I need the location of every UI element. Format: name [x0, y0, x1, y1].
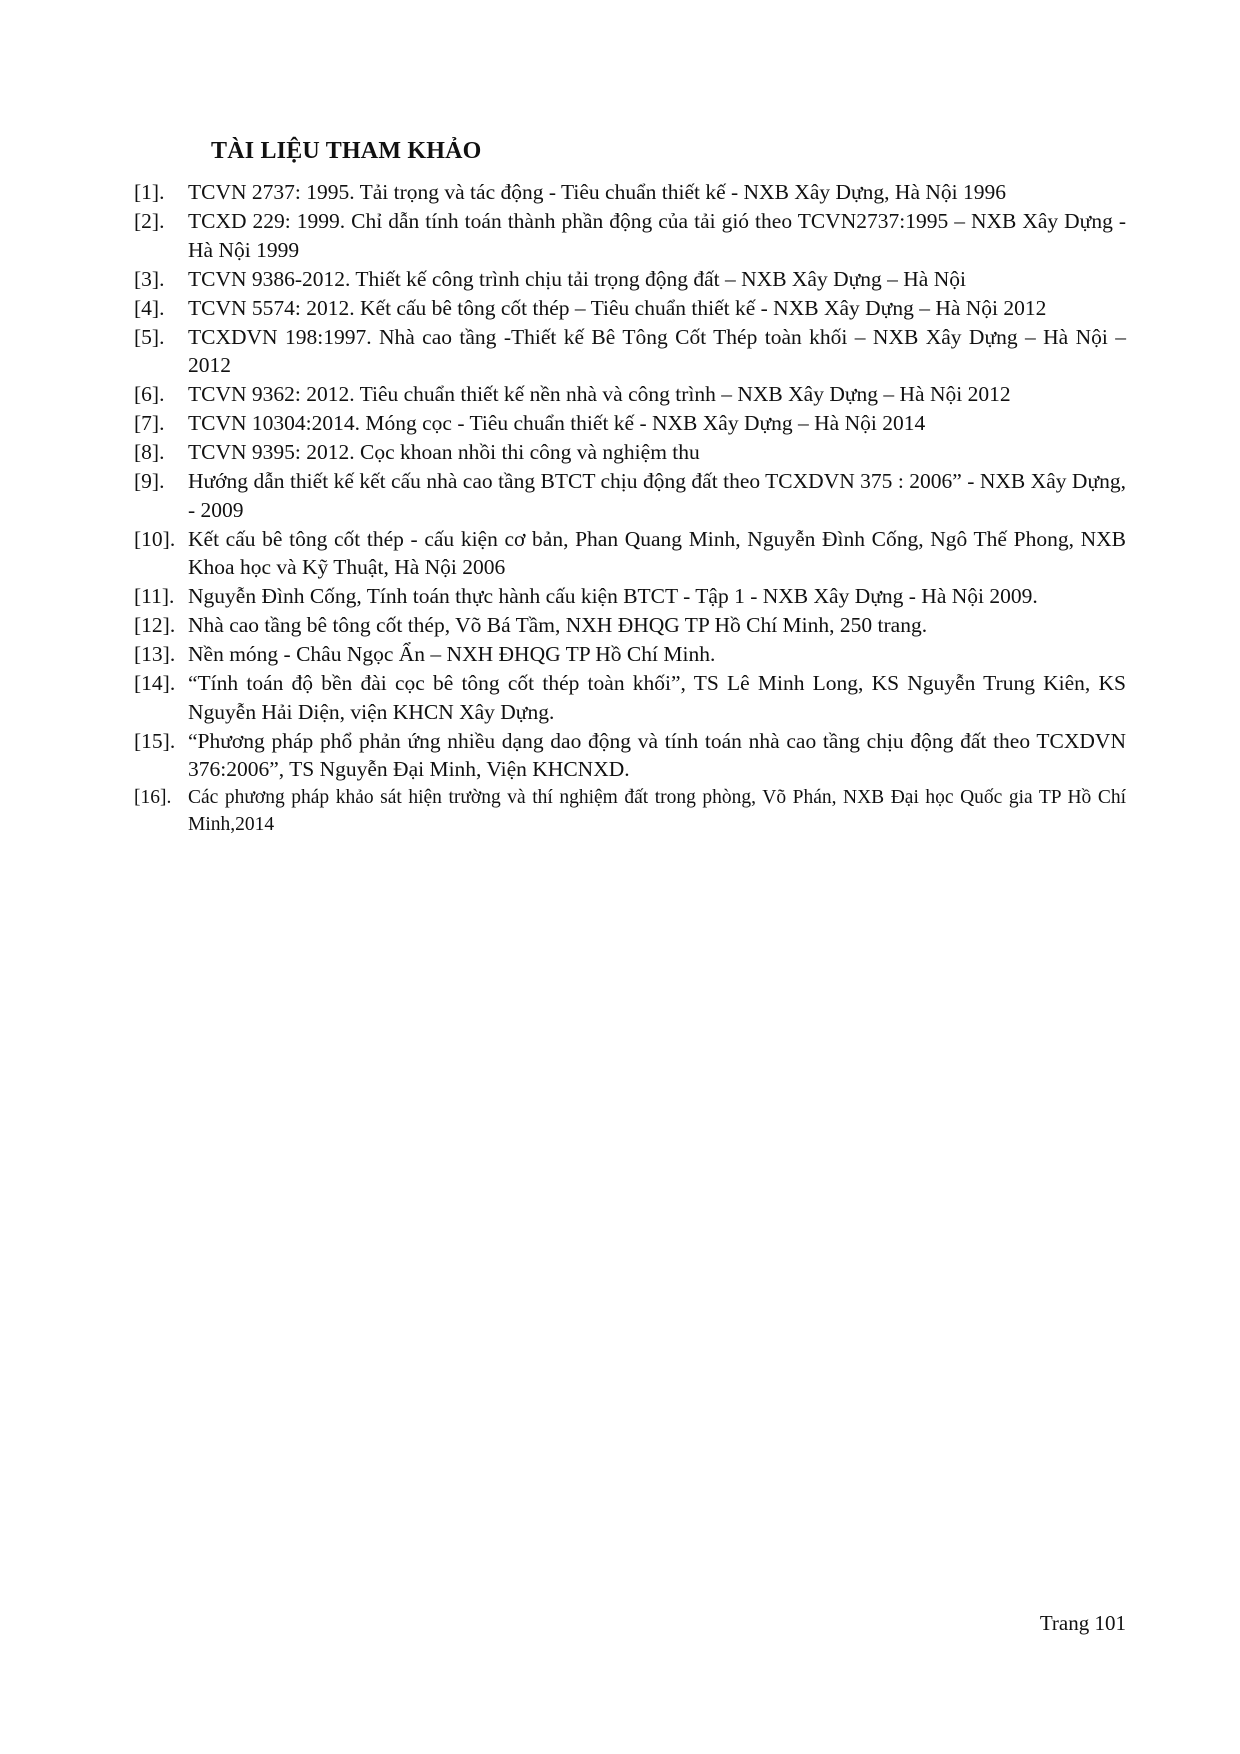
reference-item — [134, 611, 1126, 640]
page-number: Trang 101 — [1039, 1611, 1126, 1635]
reference-number: [4]. — [134, 295, 165, 320]
reference-number: [16]. — [134, 787, 172, 808]
reference-item — [134, 178, 1126, 207]
reference-number: [15]. — [134, 728, 176, 753]
reference-text: TCVN 5574: 2012. Kết cấu bê tông cốt thép – Tiêu chuẩn thiết kế - NXB Xây Dựng – Hà Nội 2012 — [188, 295, 1047, 320]
reference-number: [3]. — [134, 266, 165, 291]
reference-number: [6]. — [134, 382, 165, 406]
reference-item — [134, 438, 1126, 467]
reference-item — [134, 380, 1126, 409]
reference-number: [1]. — [134, 180, 165, 204]
reference-number: [12]. — [134, 613, 176, 637]
reference-text: TCXD 229: 1999. Chỉ dẫn tính toán thành phần động của tải gió theo TCVN2737:1995 – NXB Xây Dựng - Hà Nội 1999 — [188, 209, 1126, 262]
reference-text: Nhà cao tầng bê tông cốt thép, Võ Bá Tầm, NXH ĐHQG TP Hồ Chí Minh, 250 trang. — [188, 613, 928, 637]
reference-number: [7]. — [134, 411, 165, 435]
reference-item — [134, 784, 1126, 838]
page-title: TÀI LIỆU THAM KHẢO — [211, 138, 482, 164]
reference-text: TCXDVN 198:1997. Nhà cao tầng -Thiết kế Bê Tông Cốt Thép toàn khối – NXB Xây Dựng – Hà Nội – 2012 — [188, 324, 1126, 377]
reference-number: [2]. — [134, 209, 165, 233]
reference-text: Các phương pháp khảo sát hiện trường và thí nghiệm đất trong phòng, Võ Phán, NXB Đại học Quốc gia TP Hồ Chí Minh,2014 — [188, 787, 1126, 835]
reference-text: Hướng dẫn thiết kế kết cấu nhà cao tầng BTCT chịu động đất theo TCXDVN 375 : 2006” - NXB Xây Dựng, - 2009 — [188, 469, 1126, 522]
reference-item — [134, 582, 1126, 611]
reference-text: Nguyễn Đình Cống, Tính toán thực hành cấu kiện BTCT - Tập 1 - NXB Xây Dựng - Hà Nội 2009. — [188, 584, 1038, 608]
reference-item — [134, 409, 1126, 438]
reference-item — [134, 294, 1126, 323]
reference-text: “Phương pháp phổ phản ứng nhiều dạng dao động và tính toán nhà cao tầng chịu động đất theo TCXDVN 376:2006”, TS Nguyễn Đại Minh, Viện KHCNXD. — [188, 728, 1126, 781]
reference-number: [9]. — [134, 469, 165, 493]
reference-item — [134, 323, 1126, 380]
reference-text: TCVN 9362: 2012. Tiêu chuẩn thiết kế nền nhà và công trình – NXB Xây Dựng – Hà Nội 2012 — [188, 382, 1011, 406]
reference-text: TCVN 9386-2012. Thiết kế công trình chịu tải trọng động đất – NXB Xây Dựng – Hà Nội — [188, 266, 966, 291]
reference-item — [134, 265, 1126, 294]
reference-number: [10]. — [134, 526, 176, 551]
reference-number: [13]. — [134, 642, 176, 666]
reference-number: [14]. — [134, 671, 176, 695]
reference-text: TCVN 2737: 1995. Tải trọng và tác động - Tiêu chuẩn thiết kế - NXB Xây Dựng, Hà Nội 1996 — [188, 180, 1006, 204]
reference-number: [5]. — [134, 324, 165, 349]
reference-number: [11]. — [134, 584, 175, 608]
reference-text: Kết cấu bê tông cốt thép - cấu kiện cơ bản, Phan Quang Minh, Nguyễn Đình Cống, Ngô Thế Phong, NXB Khoa học và Kỹ Thuật, Hà Nội 2006 — [188, 526, 1126, 579]
reference-item — [134, 727, 1126, 784]
reference-text: TCVN 9395: 2012. Cọc khoan nhồi thi công và nghiệm thu — [188, 440, 700, 464]
reference-list — [134, 178, 1126, 839]
reference-text: “Tính toán độ bền đài cọc bê tông cốt thép toàn khối”, TS Lê Minh Long, KS Nguyễn Trung Kiên, KS Nguyễn Hải Diện, viện KHCN Xây Dựng. — [188, 671, 1126, 724]
reference-number: [8]. — [134, 440, 165, 464]
reference-text: Nền móng - Châu Ngọc Ẩn – NXH ĐHQG TP Hồ Chí Minh. — [188, 642, 716, 666]
reference-text: TCVN 10304:2014. Móng cọc - Tiêu chuẩn thiết kế - NXB Xây Dựng – Hà Nội 2014 — [188, 411, 926, 435]
reference-item — [134, 669, 1126, 726]
reference-item — [134, 207, 1126, 264]
reference-item — [134, 467, 1126, 524]
reference-item — [134, 640, 1126, 669]
reference-item — [134, 525, 1126, 582]
